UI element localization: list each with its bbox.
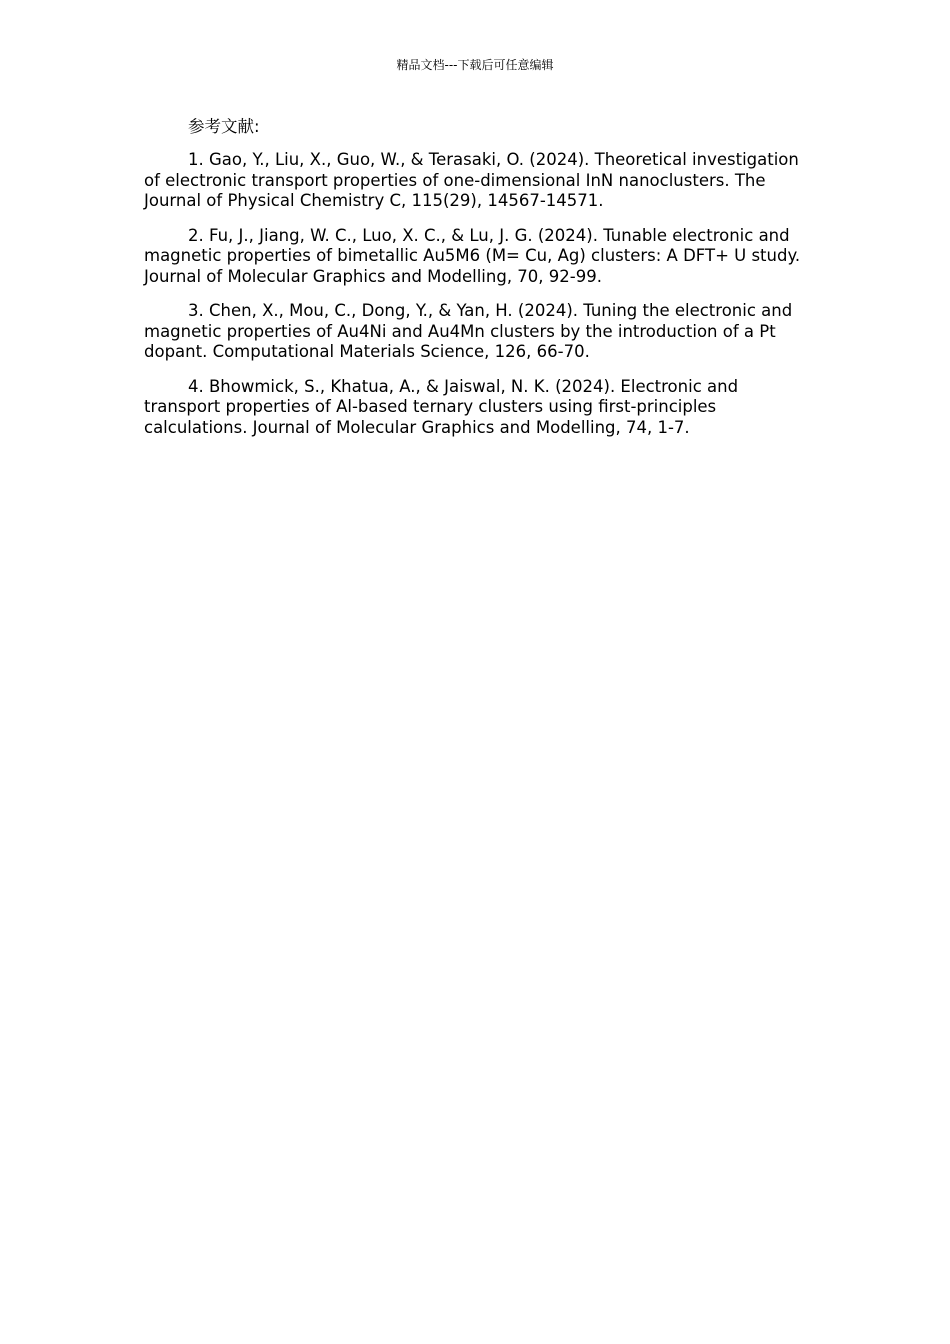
page-header: 精品文档---下载后可任意编辑	[396, 58, 554, 72]
reference-list	[144, 150, 808, 438]
references-heading: 参考文献:	[188, 117, 260, 136]
document-body	[144, 116, 808, 452]
reference-item-4: 4. Bhowmick, S., Khatua, A., & Jaiswal, N. K. (2024). Electronic and transport properties of Al-based ternary clusters using first-principles calculations. Journal of Molecular Graphics and Modelling, 74, 1-7.	[144, 376, 739, 437]
reference-item-1: 1. Gao, Y., Liu, X., Guo, W., & Terasaki, O. (2024). Theoretical investigation of electronic transport properties of one-dimensional InN nanoclusters. The Journal of Physical Chemistry C, 115(29), 14567-14571.	[144, 150, 799, 210]
reference-item-2: 2. Fu, J., Jiang, W. C., Luo, X. C., & Lu, J. G. (2024). Tunable electronic and magnetic properties of bimetallic Au5M6 (M= Cu, Ag) clusters: A DFT+ U study. Journal of Molecular Graphics and Modelling, 70, 92-99.	[144, 225, 801, 286]
reference-item-3: 3. Chen, X., Mou, C., Dong, Y., & Yan, H. (2024). Tuning the electronic and magnetic properties of Au4Ni and Au4Mn clusters by the introduction of a Pt dopant. Computational Materials Science, 126, 66-70.	[144, 301, 793, 361]
